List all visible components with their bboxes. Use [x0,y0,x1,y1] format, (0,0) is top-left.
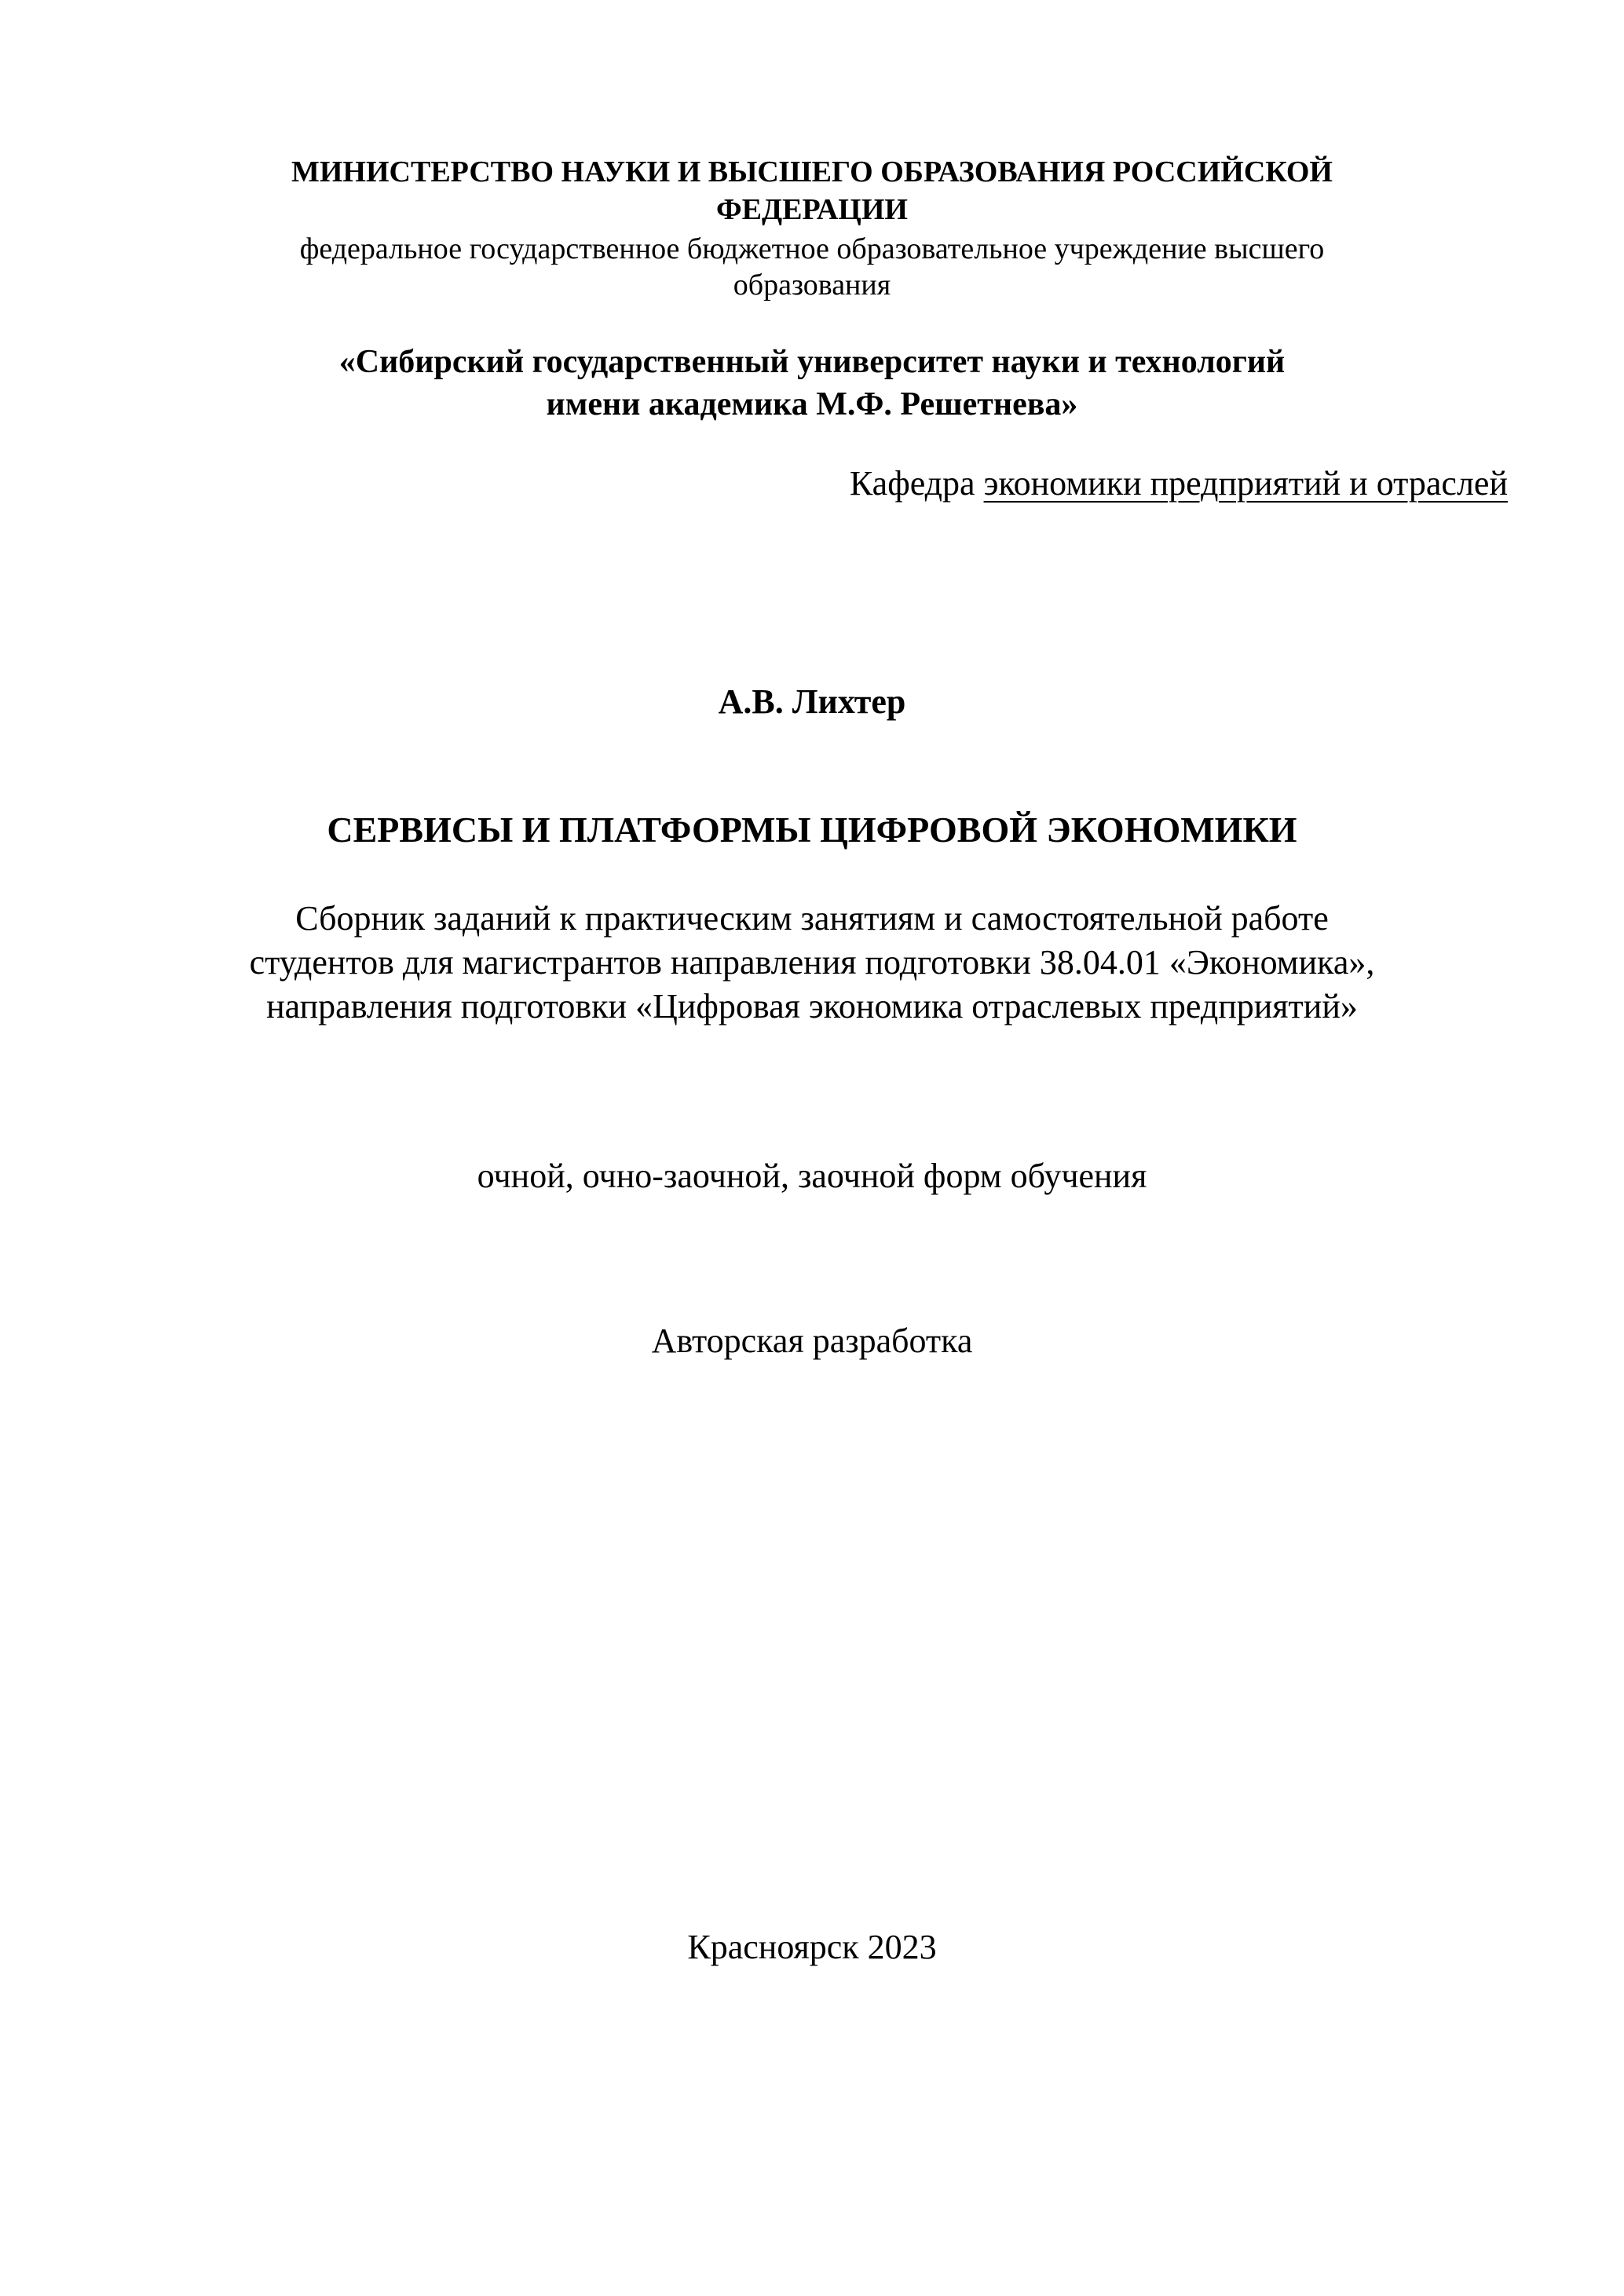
description-line-1: Сборник заданий к практическим занятиям и самостоятельной работе [295,899,1329,938]
institution-type-line-1: федеральное государственное бюджетное образовательное учреждение высшего [299,232,1325,265]
department [0,466,1508,501]
department-prefix: Кафедра [849,464,984,503]
document-title: СЕРВИСЫ И ПЛАТФОРМЫ ЦИФРОВОЙ ЭКОНОМИКИ [327,810,1297,850]
university-name-line-2: имени академика М.Ф. Решетнева» [546,386,1078,422]
university-name-line-1: «Сибирский государственный университет науки и технологий [338,344,1286,380]
institution-type-line-2: образования [733,269,891,302]
city-year: Красноярск 2023 [687,1928,937,1966]
description-line-2: студентов для магистрантов направления подготовки 38.04.01 «Экономика», [249,943,1375,982]
study-forms: очной, очно-заочной, заочной форм обучения [477,1157,1147,1195]
edition-note: Авторская разработка [651,1322,973,1360]
ministry-name-line-1: МИНИСТЕРСТВО НАУКИ И ВЫСШЕГО ОБРАЗОВАНИЯ РОССИЙСКОЙ [291,155,1333,188]
description-line-3: направления подготовки «Цифровая экономика отраслевых предприятий» [266,987,1358,1026]
department-name: экономики предприятий и отраслей [983,464,1508,503]
ministry-name-line-2: ФЕДЕРАЦИИ [716,193,908,226]
author-name: А.В. Лихтер [718,682,906,721]
